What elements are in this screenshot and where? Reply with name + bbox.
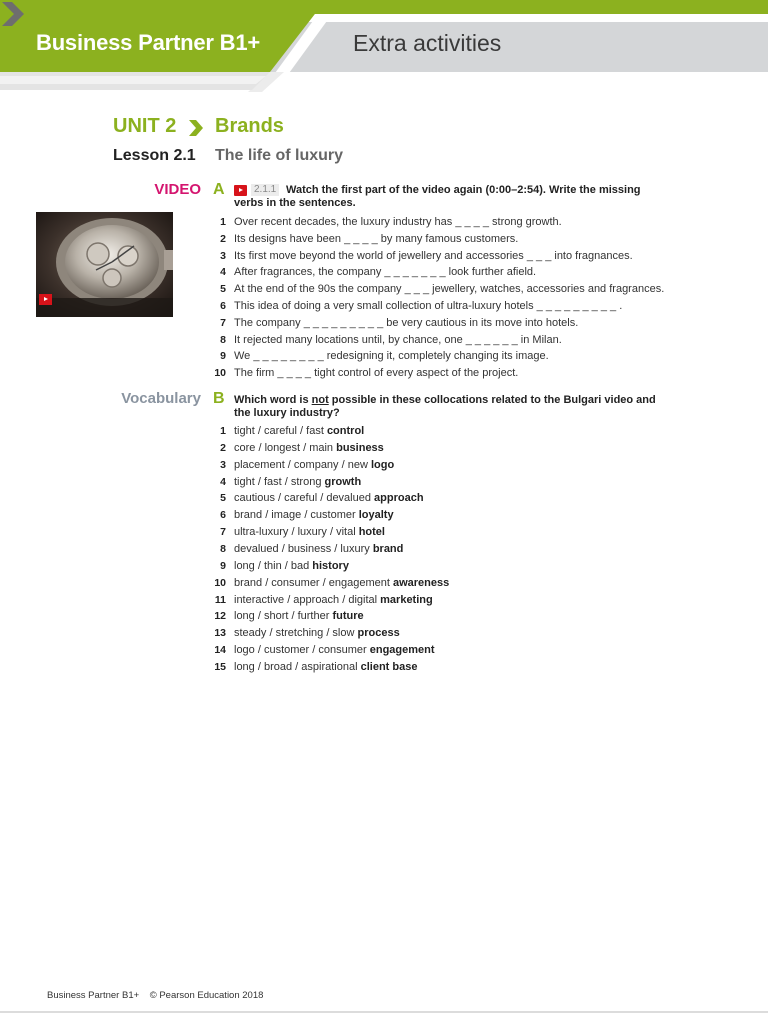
- gap-fill-sentence: The company _ _ _ _ _ _ _ _ _ be very cautious in its move into hotels.: [234, 316, 579, 329]
- collocation-word: client base: [360, 660, 418, 673]
- chevron-right-icon: [0, 0, 26, 28]
- item-number: 13: [214, 627, 226, 640]
- lesson-number: Lesson 2.1: [113, 147, 196, 164]
- collocation-word: loyalty: [358, 509, 394, 522]
- collocation-word: engagement: [369, 644, 435, 657]
- gap-fill-sentence: Its first move beyond the world of jewellery and accessories _ _ _ into fragnances.: [234, 249, 633, 262]
- item-number: 9: [220, 350, 226, 363]
- item-number: 9: [220, 559, 226, 572]
- collocation-word: logo: [370, 458, 395, 471]
- collocation-item: [234, 660, 417, 674]
- collocation-options: long / thin / bad: [234, 559, 313, 572]
- collocation-item: [234, 441, 384, 455]
- section-title: Extra activities: [353, 30, 502, 56]
- instruction-emphasis: not: [311, 394, 329, 406]
- collocation-options: brand / image / customer: [234, 509, 359, 522]
- gap-fill-sentence: The firm _ _ _ _ tight control of every aspect of the project.: [234, 367, 519, 380]
- item-number: 5: [220, 492, 226, 505]
- collocation-options: tight / fast / strong: [234, 475, 325, 488]
- book-title: Business Partner B1+: [36, 30, 261, 55]
- gap-fill-sentence: At the end of the 90s the company _ _ _ jewellery, watches, accessories and fragrances.: [234, 283, 665, 296]
- collocation-word: history: [312, 559, 349, 572]
- item-number: 3: [220, 249, 226, 262]
- unit-name: Brands: [215, 115, 284, 137]
- exercise-letter-a: A: [213, 181, 225, 198]
- item-number: 3: [220, 458, 226, 471]
- collocation-word: process: [357, 627, 400, 640]
- item-number: 15: [214, 660, 226, 673]
- collocation-item: [234, 593, 433, 607]
- gap-fill-sentence: We _ _ _ _ _ _ _ _ redesigning it, completely changing its image.: [234, 350, 549, 363]
- item-number: 11: [214, 593, 226, 606]
- item-number: 8: [220, 333, 226, 346]
- gap-fill-sentence: Its designs have been _ _ _ _ by many famous customers.: [234, 232, 519, 245]
- collocation-options: tight / careful / fast: [234, 425, 327, 437]
- collocation-options: interactive / approach / digital: [234, 593, 381, 606]
- item-number: 12: [214, 610, 226, 623]
- collocation-options: cautious / careful / devalued: [234, 492, 375, 505]
- item-number: 8: [220, 542, 226, 555]
- instruction-text: Which word is: [234, 394, 312, 406]
- collocation-options: devalued / business / luxury: [234, 542, 373, 555]
- item-number: 7: [220, 316, 226, 329]
- collocation-item: [234, 626, 400, 640]
- item-number: 4: [220, 475, 226, 488]
- collocation-word: business: [336, 441, 384, 454]
- collocation-item: [234, 424, 364, 438]
- unit-label: UNIT 2: [113, 115, 177, 137]
- vocabulary-label: Vocabulary: [121, 390, 201, 407]
- item-number: 6: [220, 300, 226, 312]
- footer-copyright: Business Partner B1+ © Pearson Education 2018: [47, 990, 264, 1001]
- collocation-word: awareness: [392, 576, 450, 589]
- item-number: 7: [220, 526, 226, 539]
- collocation-item: [234, 508, 394, 522]
- video-label: VIDEO: [154, 181, 201, 198]
- collocation-item: [234, 525, 385, 539]
- item-number: 5: [220, 283, 226, 296]
- exercise-b-instruction: [234, 394, 664, 420]
- item-number: 6: [220, 509, 226, 522]
- collocation-options: steady / stretching / slow: [234, 627, 358, 640]
- gap-fill-sentence: After fragrances, the company _ _ _ _ _ _ _ look further afield.: [234, 266, 537, 279]
- item-number: 2: [220, 232, 226, 245]
- collocation-word: future: [332, 610, 364, 623]
- collocation-word: marketing: [380, 593, 433, 606]
- collocation-options: long / short / further: [234, 610, 333, 623]
- collocation-item: [234, 475, 361, 489]
- collocation-options: ultra-luxury / luxury / vital: [234, 526, 359, 539]
- collocation-options: logo / customer / consumer: [234, 644, 370, 657]
- gap-fill-sentence: Over recent decades, the luxury industry has _ _ _ _ strong growth.: [234, 216, 562, 228]
- chevron-right-icon: [187, 119, 205, 137]
- collocation-word: brand: [372, 542, 404, 555]
- lesson-title: The life of luxury: [215, 147, 344, 164]
- collocation-item: [234, 643, 435, 657]
- item-number: 4: [220, 266, 226, 279]
- gap-fill-sentence: It rejected many locations until, by chance, one _ _ _ _ _ _ in Milan.: [234, 333, 562, 346]
- collocation-options: placement / company / new: [234, 458, 371, 471]
- collocation-options: long / broad / aspirational: [234, 660, 361, 673]
- gap-fill-sentence: This idea of doing a very small collection of ultra-luxury hotels _ _ _ _ _ _ _ _ _ .: [234, 300, 623, 312]
- exercise-letter-b: B: [213, 390, 225, 407]
- collocation-item: [234, 458, 394, 472]
- collocation-item: [234, 542, 403, 556]
- collocation-item: [234, 609, 364, 623]
- exercise-a-instruction: Watch the first part of the video again (0:00–2:54). Write the missing verbs in the sentences.: [234, 184, 641, 209]
- item-number: 14: [214, 644, 226, 657]
- collocation-word: hotel: [358, 526, 385, 539]
- collocation-item: [234, 576, 449, 590]
- collocation-word: control: [326, 425, 365, 437]
- collocation-item: [234, 559, 349, 573]
- instruction-text: possible in these collocations related to the Bulgari video and the luxury industry?: [234, 394, 656, 419]
- collocation-options: core / longest / main: [234, 441, 337, 454]
- item-number: 10: [214, 576, 226, 589]
- item-number: 1: [220, 216, 226, 228]
- page-header: [0, 0, 768, 92]
- collocation-word: growth: [324, 475, 362, 488]
- collocation-item: [234, 491, 424, 505]
- video-reference: 2.1.1: [251, 184, 279, 196]
- item-number: 1: [220, 425, 226, 437]
- play-icon[interactable]: [39, 294, 52, 305]
- collocation-options: brand / consumer / engagement: [234, 576, 393, 589]
- footer-divider: [0, 1011, 768, 1013]
- item-number: 10: [214, 367, 226, 380]
- video-thumbnail[interactable]: [36, 212, 173, 317]
- item-number: 2: [220, 441, 226, 454]
- collocation-word: approach: [374, 492, 424, 505]
